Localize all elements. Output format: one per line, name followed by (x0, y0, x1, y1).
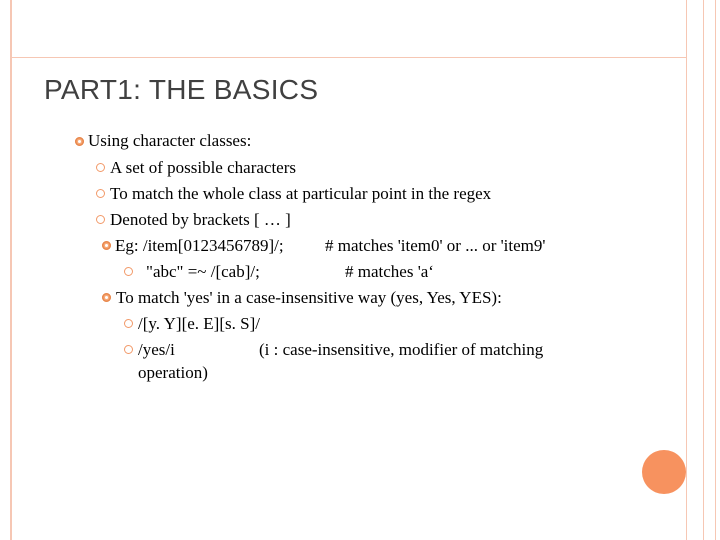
bullet-icon (102, 293, 111, 302)
code-comment: (i : case-insensitive, modifier of matching (259, 340, 544, 359)
bullet-text: To match the whole class at particular point in the regex (110, 184, 492, 203)
bullet-ring-icon (124, 319, 133, 328)
code-comment: # matches 'a‘ (345, 262, 434, 281)
code-example: "abc" =~ /[cab]/; (146, 262, 260, 281)
title-divider (12, 57, 686, 58)
bullet-icon (102, 241, 111, 250)
bullet-text: A set of possible characters (110, 158, 296, 177)
code-comment-continuation: operation) (138, 363, 208, 382)
right-frame-line (715, 0, 716, 540)
bullet-text: To match 'yes' in a case-insensitive way (yes, Yes, YES): (116, 288, 502, 307)
bullet-icon (75, 137, 84, 146)
code-example: /yes/i (138, 340, 175, 359)
right-frame-line (686, 0, 687, 540)
bullet-ring-icon (96, 163, 105, 172)
bullet-ring-icon (124, 345, 133, 354)
code-example: Eg: /item[0123456789]/; (115, 236, 284, 255)
right-frame-line (703, 0, 704, 540)
bullet-text: Using character classes: (88, 131, 252, 150)
code-comment: # matches 'item0' or ... or 'item9' (325, 236, 546, 255)
decorative-circle (642, 450, 686, 494)
bullet-text: Denoted by brackets [ … ] (110, 210, 291, 229)
code-example: /[y. Y][e. E][s. S]/ (138, 314, 260, 333)
bullet-ring-icon (124, 267, 133, 276)
left-frame-border (0, 0, 12, 540)
slide-title: PART1: THE BASICS (44, 74, 319, 105)
bullet-ring-icon (96, 189, 105, 198)
bullet-ring-icon (96, 215, 105, 224)
